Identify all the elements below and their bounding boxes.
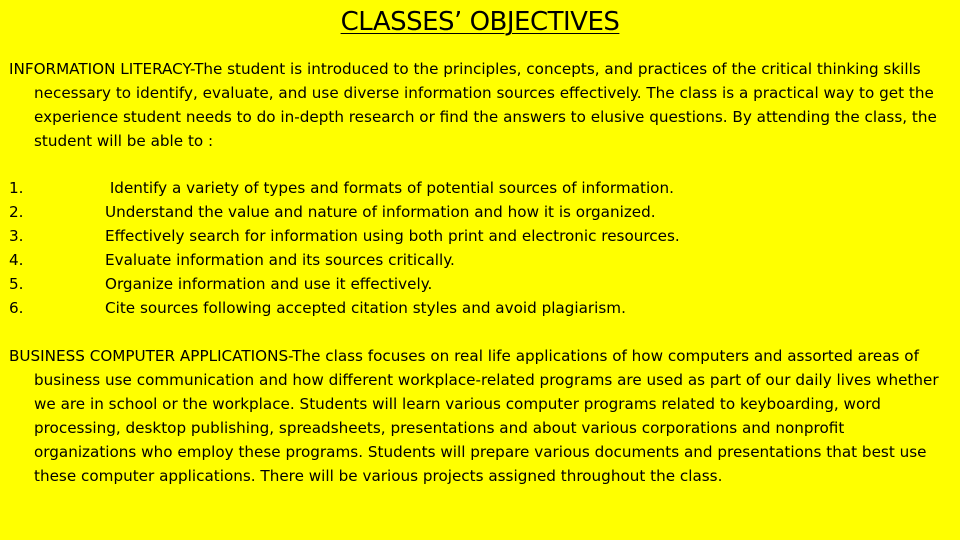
list-item-number: 3.: [9, 227, 24, 245]
list-item-number: 6.: [9, 299, 24, 317]
list-item: [9, 296, 909, 320]
business-computer-applications-paragraph: BUSINESS COMPUTER APPLICATIONS-The class focuses on real life applications of how computers and assorted areas of business use communication and how different workplace-related programs are used as part of our daily lives whether we are in school or the workplace. Students will learn various computer programs related to keyboarding, word processing, desktop publishing, spreadsheets, presentations and about various corporations and nonprofit organizations who employ these programs. Students will prepare various documents and presentations that best use these computer applications. There will be various projects assigned throughout the class.: [9, 347, 939, 485]
list-item: [9, 224, 909, 248]
slide-title: CLASSES’ OBJECTIVES: [340, 7, 620, 37]
list-item: [9, 248, 909, 272]
objectives-list: [9, 176, 909, 320]
list-item: [9, 176, 909, 200]
list-item-number: 1.: [9, 179, 24, 197]
list-item: [9, 200, 909, 224]
list-item-text: Effectively search for information using both print and electronic resources.: [105, 227, 680, 245]
list-item-number: 4.: [9, 251, 24, 269]
list-item-text: Identify a variety of types and formats of potential sources of information.: [105, 179, 674, 197]
list-item-text: Cite sources following accepted citation styles and avoid plagiarism.: [105, 299, 626, 317]
information-literacy-paragraph: INFORMATION LITERACY-The student is introduced to the principles, concepts, and practices of the critical thinking skills necessary to identify, evaluate, and use diverse information sources effectively. The class is a practical way to get the experience student needs to do in-depth research or find the answers to elusive questions. By attending the class, the student will be able to :: [9, 60, 937, 150]
list-item-number: 5.: [9, 275, 24, 293]
list-item-text: Understand the value and nature of information and how it is organized.: [105, 203, 656, 221]
list-item-text: Organize information and use it effectively.: [105, 275, 433, 293]
list-item-text: Evaluate information and its sources critically.: [105, 251, 455, 269]
list-item: [9, 272, 909, 296]
list-item-number: 2.: [9, 203, 24, 221]
